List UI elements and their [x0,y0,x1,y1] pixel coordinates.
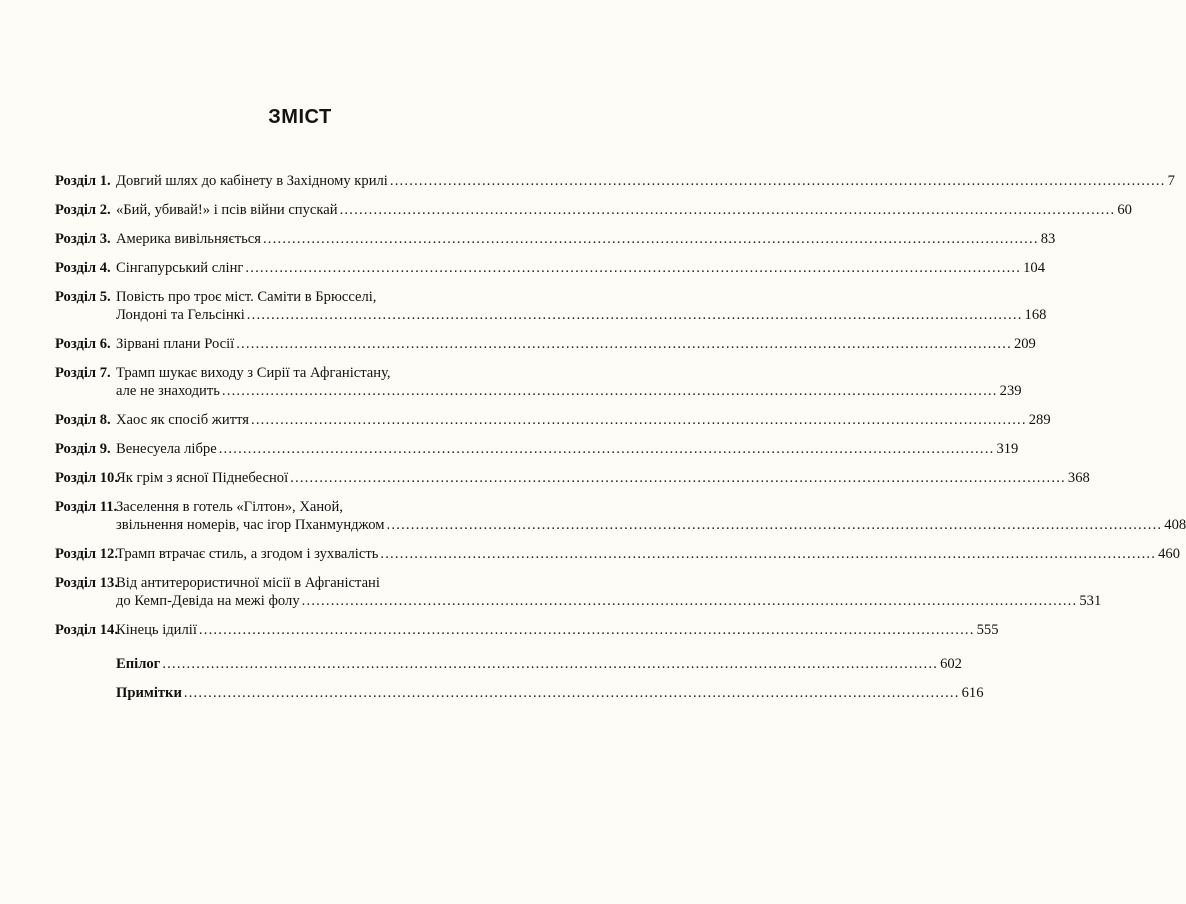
chapter-title-last-line [116,259,1046,277]
chapter-title-block [116,545,1180,563]
page-number: 289 [1028,412,1051,428]
chapter-title-last-line [116,545,1180,563]
page-number: 555 [976,622,999,638]
chapter-title-text: але не знаходить [116,383,220,399]
chapter-label: Розділ 11. [55,499,118,515]
chapter-title-block [116,621,999,639]
chapter-title-text: Як грім з ясної Піднебесної [116,470,289,486]
dot-leader [290,469,1066,487]
chapter-title-text: Венесуела лібре [116,441,217,457]
page-number: 168 [1024,307,1047,323]
toc-backmatter-entry [116,655,962,673]
chapter-title-last-line [116,382,1022,400]
chapter-label: Розділ 2. [55,202,111,218]
chapter-title-line: Трамп шукає виходу з Сирії та Афганістану, [116,365,391,381]
chapter-title-text: Довгий шлях до кабінету в Західному крилі [116,173,388,189]
dot-leader [162,655,938,673]
toc-backmatter-entry [116,684,984,702]
dot-leader [251,411,1027,429]
page-number: 368 [1067,470,1090,486]
dot-leader [184,684,960,702]
chapter-label: Розділ 1. [55,173,111,189]
dot-leader [380,545,1156,563]
chapter-title-block [116,469,1090,487]
chapter-title-last-line [116,516,1186,534]
backmatter-title: Примітки [116,685,182,701]
chapter-title-last-line [116,230,1056,248]
dot-leader [245,259,1021,277]
page-number: 602 [940,656,962,672]
chapter-title-block [116,574,1102,610]
page-number: 319 [996,441,1019,457]
dot-leader [219,440,995,458]
dot-leader [222,382,998,400]
toc-entry [55,440,1019,458]
chapter-title-last-line [116,172,1175,190]
page-number: 460 [1158,546,1180,562]
page-number: 408 [1164,517,1186,533]
page-number: 83 [1040,231,1056,247]
dot-leader [199,621,975,639]
toc-entry [55,364,1022,400]
chapter-title-block [116,364,1022,400]
chapter-title-block [116,498,1186,534]
chapter-title-text: Зірвані плани Росії [116,336,235,352]
chapter-title-block [116,411,1051,429]
dot-leader [247,306,1023,324]
dot-leader [390,172,1166,190]
toc-entry [55,172,1175,190]
chapter-title-text: звільнення номерів, час ігор Пханмунджом [116,517,385,533]
chapter-title-last-line [116,306,1047,324]
toc-entry [55,288,1047,324]
backmatter-section [55,655,984,702]
dot-leader [340,201,1116,219]
chapter-label: Розділ 3. [55,231,111,247]
chapter-title-text: Америка вивільняється [116,231,261,247]
toc-entry [55,621,999,639]
toc-entry [55,259,1046,277]
chapter-title-block [116,172,1175,190]
toc-entry [55,201,1132,219]
toc-entry [55,545,1180,563]
chapter-title-text: Хаос як спосіб життя [116,412,249,428]
chapter-title-last-line [116,621,999,639]
chapter-label: Розділ 9. [55,441,111,457]
toc-entry [55,335,1036,353]
page-number: 104 [1023,260,1046,276]
dot-leader [302,592,1078,610]
page-number: 60 [1117,202,1132,218]
chapter-title-block [116,440,1019,458]
chapter-title-block [116,288,1047,324]
chapter-title-text: Сінгапурський слінг [116,260,244,276]
page-number: 531 [1079,593,1102,609]
toc-entry [55,411,1051,429]
chapter-title-last-line [116,440,1019,458]
page-number: 7 [1167,173,1175,189]
toc-entry [55,498,1186,534]
page-number: 239 [999,383,1022,399]
chapter-label: Розділ 6. [55,336,111,352]
chapter-label: Розділ 4. [55,260,111,276]
chapter-title-line: Заселення в готель «Гілтон», Ханой, [116,499,343,515]
dot-leader [263,230,1039,248]
chapter-title-block [116,335,1036,353]
dot-leader [236,335,1012,353]
page-number: 616 [961,685,984,701]
toc-entry [55,469,1090,487]
table-of-contents [55,172,1186,713]
page-number: 209 [1013,336,1036,352]
chapter-title-last-line [116,411,1051,429]
chapter-label: Розділ 10. [55,470,118,486]
chapter-title-last-line [116,592,1102,610]
page-title: ЗМІСТ [268,106,332,128]
chapter-title-text: Трамп втрачає стиль, а згодом і зухвалість [116,546,379,562]
chapter-title-block [116,230,1056,248]
chapter-title-text: Лондоні та Гельсінкі [116,307,245,323]
chapter-label: Розділ 8. [55,412,111,428]
chapter-title-text: Кінець ідилії [116,622,197,638]
chapter-title-last-line [116,469,1090,487]
chapter-title-text: «Бий, убивай!» і псів війни спускай [116,202,338,218]
chapter-label: Розділ 12. [55,546,118,562]
chapter-title-last-line [116,201,1132,219]
chapter-title-block [116,259,1046,277]
chapter-label: Розділ 5. [55,289,111,305]
chapter-label: Розділ 14. [55,622,118,638]
backmatter-line [116,684,984,702]
backmatter-line [116,655,962,673]
toc-entry [55,574,1102,610]
dot-leader [387,516,1163,534]
chapter-title-last-line [116,335,1036,353]
chapter-label: Розділ 7. [55,365,111,381]
chapter-title-line: Повість про троє міст. Саміти в Брюсселі, [116,289,377,305]
chapter-title-block [116,201,1132,219]
backmatter-title: Епілог [116,656,161,672]
chapter-title-line: Від антитерористичної місії в Афганістані [116,575,380,591]
toc-entry [55,230,1056,248]
chapter-label: Розділ 13. [55,575,118,591]
chapter-title-text: до Кемп-Девіда на межі фолу [116,593,300,609]
